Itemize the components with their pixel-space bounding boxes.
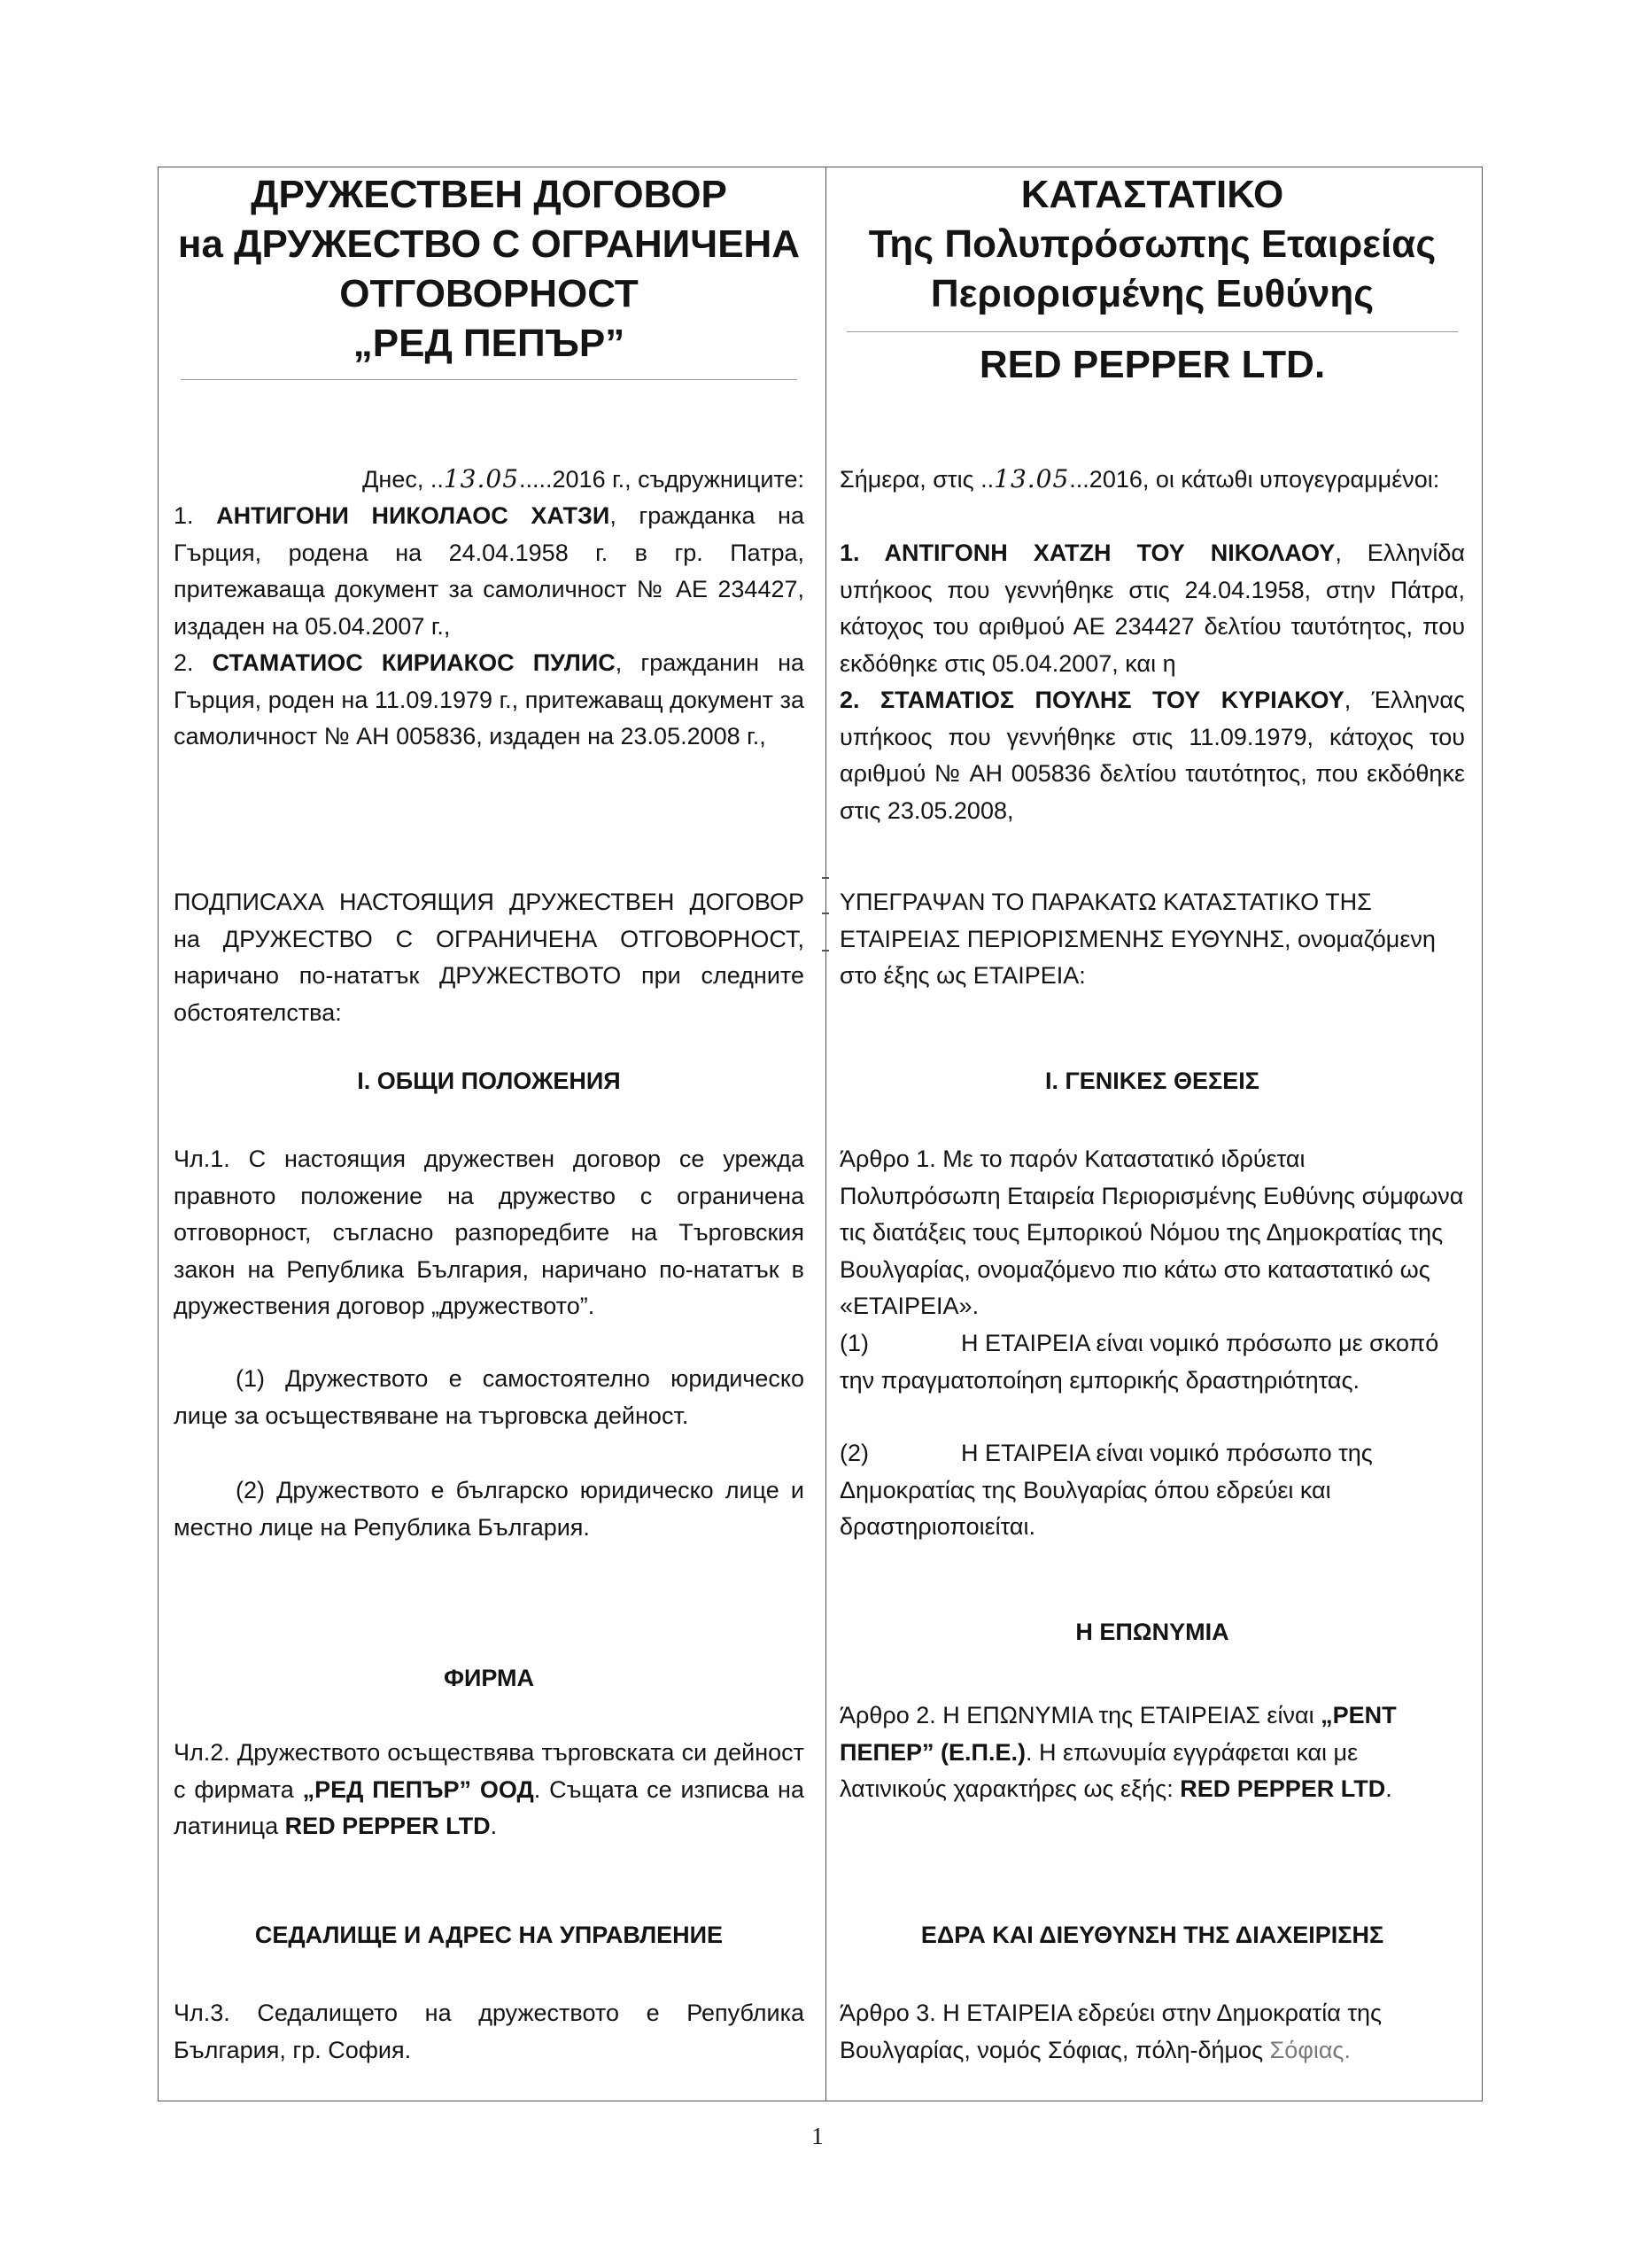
right-partner-1-name: ΑΝΤΙΓΟΝΗ ΧΑΤΖΗ ΤΟΥ ΝΙΚΟΛΑΟΥ <box>884 540 1336 566</box>
right-partner-1-number: 1. <box>840 540 885 566</box>
left-date-line <box>174 461 804 499</box>
left-partner-1-details: , гражданка на Гърция, родена на 24.04.1958 г. в гр. Патра, притежаваща документ за самоличност № АЕ 234427, издаден на 05.04.2007 г., <box>174 502 804 640</box>
right-partner-2-name: ΣΤΑΜΑΤΙΟΣ ΠΟΥΛΗΣ ΤΟΥ ΚΥΡΙΑΚΟΥ <box>879 687 1344 713</box>
divider-tick <box>822 913 829 914</box>
right-date-handwritten: 13.05 <box>994 464 1070 493</box>
right-article-1-para-2-number: (2) <box>840 1440 869 1466</box>
right-latin-name: RED PEPPER LTD <box>1180 1775 1386 1802</box>
left-partner-2-name: СТАМАТИОС КИРИАКОС ПУЛИС <box>212 649 616 676</box>
right-signed-clause: ΥΠΕΓΡΑΨΑΝ ΤΟ ΠΑΡΑΚΑΤΩ ΚΑΤΑΣΤΑΤΙΚΟ ΤΗΣ ΕΤΑΙΡΕΙΑΣ ΠΕΡΙΟΡΙΣΜΕΝΗΣ ΕΥΘΥΝΗΣ, ονομαζόμενη στο έξης ως ΕΤΑΙΡΕΙΑ: <box>840 889 1436 989</box>
right-date-line <box>840 461 1465 499</box>
right-article-3-tail: Σόφιας. <box>1269 2036 1351 2063</box>
right-partner-2 <box>840 682 1465 829</box>
right-article-1-para-1 <box>840 1325 1465 1399</box>
right-date-suffix: ...2016, οι κάτωθι υπογεγραμμένοι: <box>1069 466 1440 493</box>
right-article-2-text: Άρθρο 2. Η ΕΠΩΝΥΜΙΑ της ΕΤΑΙΡΕΙΑΣ είναι <box>840 1702 1321 1728</box>
right-article-1: Άρθρο 1. Με το παρόν Καταστατικό ιδρύεται Πολυπρόσωπη Εταιρεία Περιορισμένης Ευθύνης σύμφωνα τις διατάξεις τους Εμπορικού Νόμου της Δημοκρατίας της Βουλγαρίας, ονομαζόμενο πιο κάτω στο καταστατικό ως «ΕΤΑΙΡΕΙΑ». <box>840 1146 1464 1319</box>
left-title-line: „РЕД ПЕПЪР” <box>353 322 625 365</box>
left-date-suffix: .....2016 г., съдружниците: <box>519 466 804 493</box>
right-date-prefix: Σήμερα, στις .. <box>840 466 995 493</box>
left-partner-2 <box>174 645 804 756</box>
divider-tick <box>822 950 829 951</box>
right-article-1-para-2 <box>840 1435 1465 1546</box>
left-article-1-para-1: (1) Дружеството е самостоятелно юридическо лице за осъществяване на търговска дейност. <box>174 1365 804 1429</box>
left-partner-2-details: , гражданин на Гърция, роден на 11.09.1979 г., притежаващ документ за самоличност № АН 005836, издаден на 23.05.2008 г., <box>174 649 805 750</box>
right-partner-2-details: , Έλληνας υπήκοος που γεννήθηκε στις 11.09.1979, κάτοχος του αριθμού № ΑΗ 005836 δελτίου ταυτότητος, που εκδόθηκε στις 23.05.2008, <box>840 687 1465 824</box>
left-article-2-text: Чл.2. Дружеството осъществява търговската си дейност с фирмата <box>174 1739 804 1803</box>
right-article-1-para-1-number: (1) <box>840 1330 869 1356</box>
left-article-1: Чл.1. С настоящия дружествен договор се урежда правното положение на дружество с ограничена отговорност, съгласно разпоредбите на Търговския закон на Република България, наричано по-нататък в дружествения договор „дружеството”. <box>174 1146 804 1319</box>
right-title-line: ΚΑΤΑΣΤΑΤΙΚΟ <box>1020 173 1284 216</box>
right-section-2-heading: Η ΕΠΩΝΥΜΙΑ <box>1075 1619 1229 1645</box>
left-section-1-heading: I. ОБЩИ ПОЛОЖЕНИЯ <box>357 1068 621 1094</box>
right-title-line: Της Πολυπρόσωπης Εταιρείας <box>868 222 1437 266</box>
left-article-3: Чл.3. Седалището на дружеството е Република България, гр. София. <box>174 2000 804 2063</box>
right-title-rule <box>847 331 1458 332</box>
left-article-1-para-2: (2) Дружеството е българско юридическо лице и местно лице на Република България. <box>174 1477 804 1541</box>
left-partner-1 <box>174 498 804 645</box>
left-title-line: на ДРУЖЕСТВО С ОГРАНИЧЕНА <box>177 222 801 266</box>
left-latin-name: RED PEPPER LTD <box>284 1813 491 1839</box>
left-article-2-text: . <box>490 1813 498 1839</box>
right-title <box>840 170 1465 319</box>
right-article-2-text: . <box>1385 1775 1392 1802</box>
left-title-line: ДРУЖЕСТВЕН ДОГОВОР <box>251 173 727 216</box>
right-partner-2-number: 2. <box>840 687 880 713</box>
left-article-2 <box>174 1735 804 1845</box>
page-number: 1 <box>811 2123 824 2149</box>
left-title <box>174 170 804 369</box>
left-section-2-heading: ФИРМА <box>443 1665 535 1691</box>
right-partner-1-details: , Ελληνίδα υπήκοος που γεννήθηκε στις 24.04.1958, στην Πάτρα, κάτοχος του αριθμού ΑΕ 234427 δελτίου ταυτότητος, που εκδόθηκε στις 05.04.2007, και η <box>840 540 1465 677</box>
divider-tick <box>822 877 829 879</box>
right-firm-name: „ΡΕΝΤ ΠΕΠΕΡ” (Ε.Π.Ε.) <box>840 1702 1397 1766</box>
right-title-company: RED PEPPER LTD. <box>979 343 1326 386</box>
left-partner-2-number: 2. <box>174 649 213 676</box>
left-title-line: ОТГОВОРНОСТ <box>339 272 639 315</box>
right-article-3-text: Άρθρο 3. Η ΕΤΑΙΡΕΙΑ εδρεύει στην Δημοκρατία της Βουλγαρίας, νομός Σόφιας, πόλη-δήμος <box>840 2000 1383 2063</box>
left-partner-1-number: 1. <box>174 502 217 529</box>
column-divider <box>825 167 826 2101</box>
right-article-1-para-1-text: Η ΕΤΑΙΡΕΙΑ είναι νομικό πρόσωπο με σκοπό την πραγματοποίηση εμπορικής δραστηριότητας. <box>840 1330 1439 1394</box>
right-article-2-text: . Η επωνυμία εγγράφεται και με λατινικούς χαρακτήρες ως εξής: <box>840 1738 1359 1802</box>
left-section-3-heading: СЕДАЛИЩЕ И АДРЕС НА УПРАВЛЕНИЕ <box>254 1922 724 1948</box>
left-signed-clause: ПОДПИСАХА НАСТОЯЩИЯ ДРУЖЕСТВЕН ДОГОВОР на ДРУЖЕСТВО С ОГРАНИЧЕНА ОТГОВОРНОСТ, наричано по-нататък ДРУЖЕСТВОТО при следните обстоятелства: <box>174 889 804 1026</box>
left-article-2-text: . Същата се изписва на латиница <box>174 1775 804 1839</box>
right-article-2 <box>840 1697 1465 1808</box>
right-title-line: Περιορισμένης Ευθύνης <box>930 272 1375 315</box>
right-section-1-heading: I. ΓΕΝΙΚΕΣ ΘΕΣΕΙΣ <box>1045 1068 1259 1094</box>
left-title-rule <box>181 379 797 380</box>
left-date-handwritten: 13.05 <box>443 464 520 493</box>
left-partner-1-name: АНТИГОНИ НИКОЛАОС ХАТЗИ <box>216 502 610 529</box>
left-date-prefix: Днес, .. <box>362 466 444 493</box>
right-partner-1 <box>840 535 1465 682</box>
left-firm-name: „РЕД ПЕПЪР” ООД <box>302 1775 534 1803</box>
right-article-1-para-2-text: Η ΕΤΑΙΡΕΙΑ είναι νομικό πρόσωπο της Δημοκρατίας της Βουλγαρίας όπου εδρεύει και δραστηριοποιείται. <box>840 1440 1373 1540</box>
right-article-3 <box>840 1995 1465 2069</box>
right-section-3-heading: ΕΔΡΑ ΚΑΙ ΔΙΕΥΘΥΝΣΗ ΤΗΣ ΔΙΑΧΕΙΡΙΣΗΣ <box>920 1922 1384 1948</box>
